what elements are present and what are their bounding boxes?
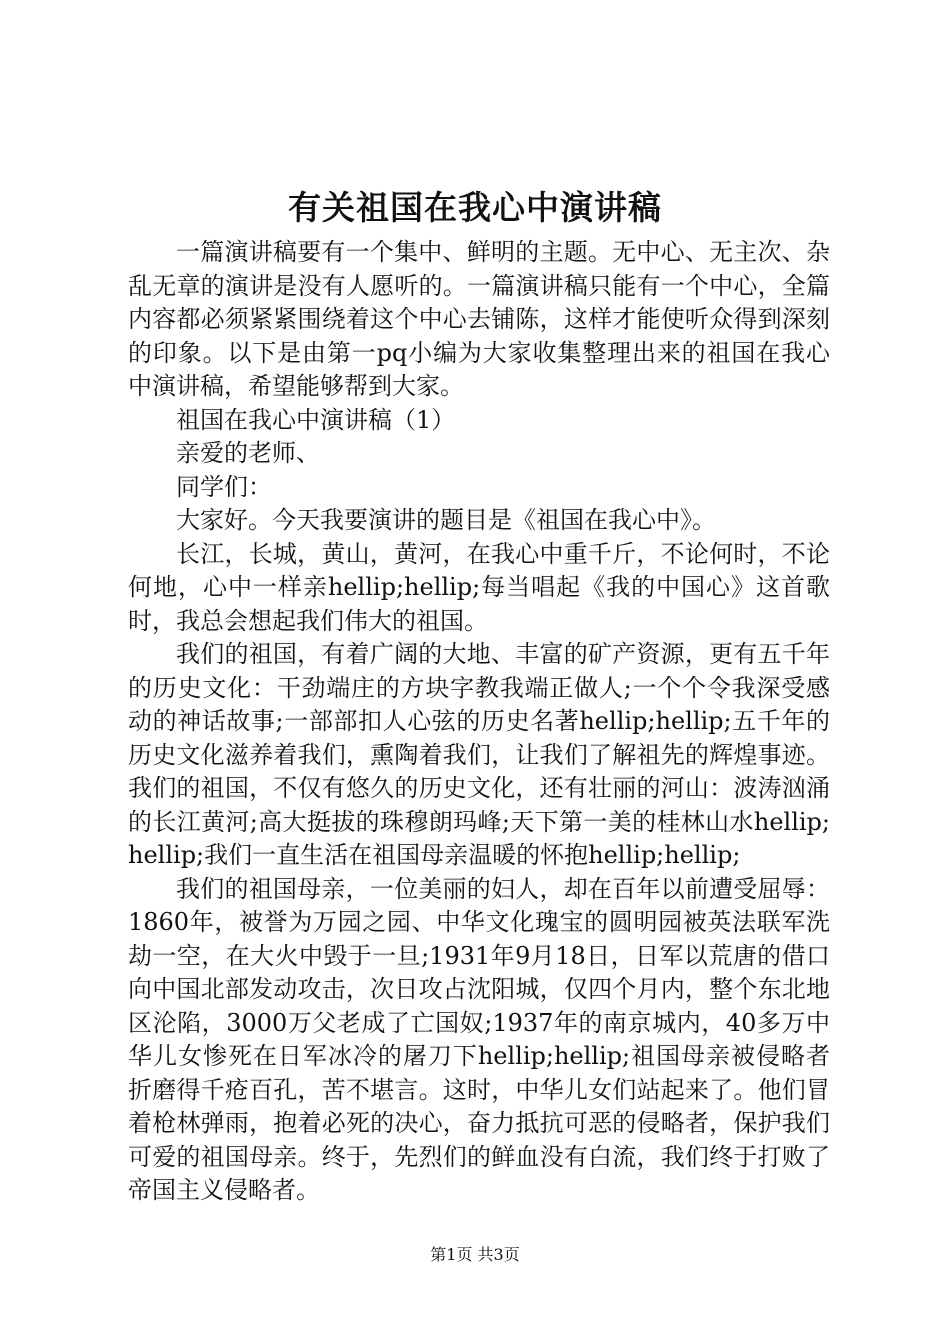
body-paragraph: 我们的祖国，有着广阔的大地、丰富的矿产资源，更有五千年的历史文化：干劲端庄的方块字教我端正做人;一个个令我深受感动的神话故事;一部部扣人心弦的历史名著hellip;hellip;五千年的历史文化滋养着我们，熏陶着我们，让我们了解祖先的辉煌事迹。我们的祖国，不仅有悠久的历史文化，还有壮丽的河山：波涛汹涌的长江黄河;高大挺拔的珠穆朗玛峰;天下第一美的桂林山水hellip;hellip;我们一直生活在祖国母亲温暖的怀抱hellip;hellip; — [128, 640, 830, 869]
document-body — [128, 236, 830, 1208]
body-paragraph: 我们的祖国母亲，一位美丽的妇人，却在百年以前遭受屈辱：1860年，被誉为万园之园、中华文化瑰宝的圆明园被英法联军洗劫一空，在大火中毁于一旦;1931年9月18日，日军以荒唐的借口向中国北部发动攻击，次日攻占沈阳城，仅四个月内，整个东北地区沦陷，3000万父老成了亡国奴;1937年的南京城内，40多万中华儿女惨死在日军冰冷的屠刀下hellip;hellip;祖国母亲被侵略者折磨得千疮百孔，苦不堪言。这时，中华儿女们站起来了。他们冒着枪林弹雨，抱着必死的决心，奋力抵抗可恶的侵略者，保护我们可爱的祖国母亲。终于，先烈们的鲜血没有白流，我们终于打败了帝国主义侵略者。 — [128, 874, 830, 1204]
salutation-teachers: 亲爱的老师、 — [176, 439, 320, 467]
salutation-students: 同学们： — [176, 472, 272, 501]
page-title: 有关祖国在我心中演讲稿 — [288, 188, 662, 227]
greeting-paragraph: 大家好。今天我要演讲的题目是《祖国在我心中》。 — [176, 506, 716, 534]
page-footer: 第1页 共3页 — [430, 1245, 520, 1264]
intro-paragraph: 一篇演讲稿要有一个集中、鲜明的主题。无中心、无主次、杂乱无章的演讲是没有人愿听的。一篇演讲稿只能有一个中心，全篇内容都必须紧紧围绕着这个中心去铺陈，这样才能使听众得到深刻的印象。以下是由第一pq小编为大家收集整理出来的祖国在我心中演讲稿，希望能够帮到大家。 — [128, 238, 830, 400]
speech-heading: 祖国在我心中演讲稿（1） — [176, 405, 456, 434]
body-paragraph: 长江，长城，黄山，黄河，在我心中重千斤，不论何时，不论何地，心中一样亲hellip;hellip;每当唱起《我的中国心》这首歌时，我总会想起我们伟大的祖国。 — [128, 539, 830, 635]
